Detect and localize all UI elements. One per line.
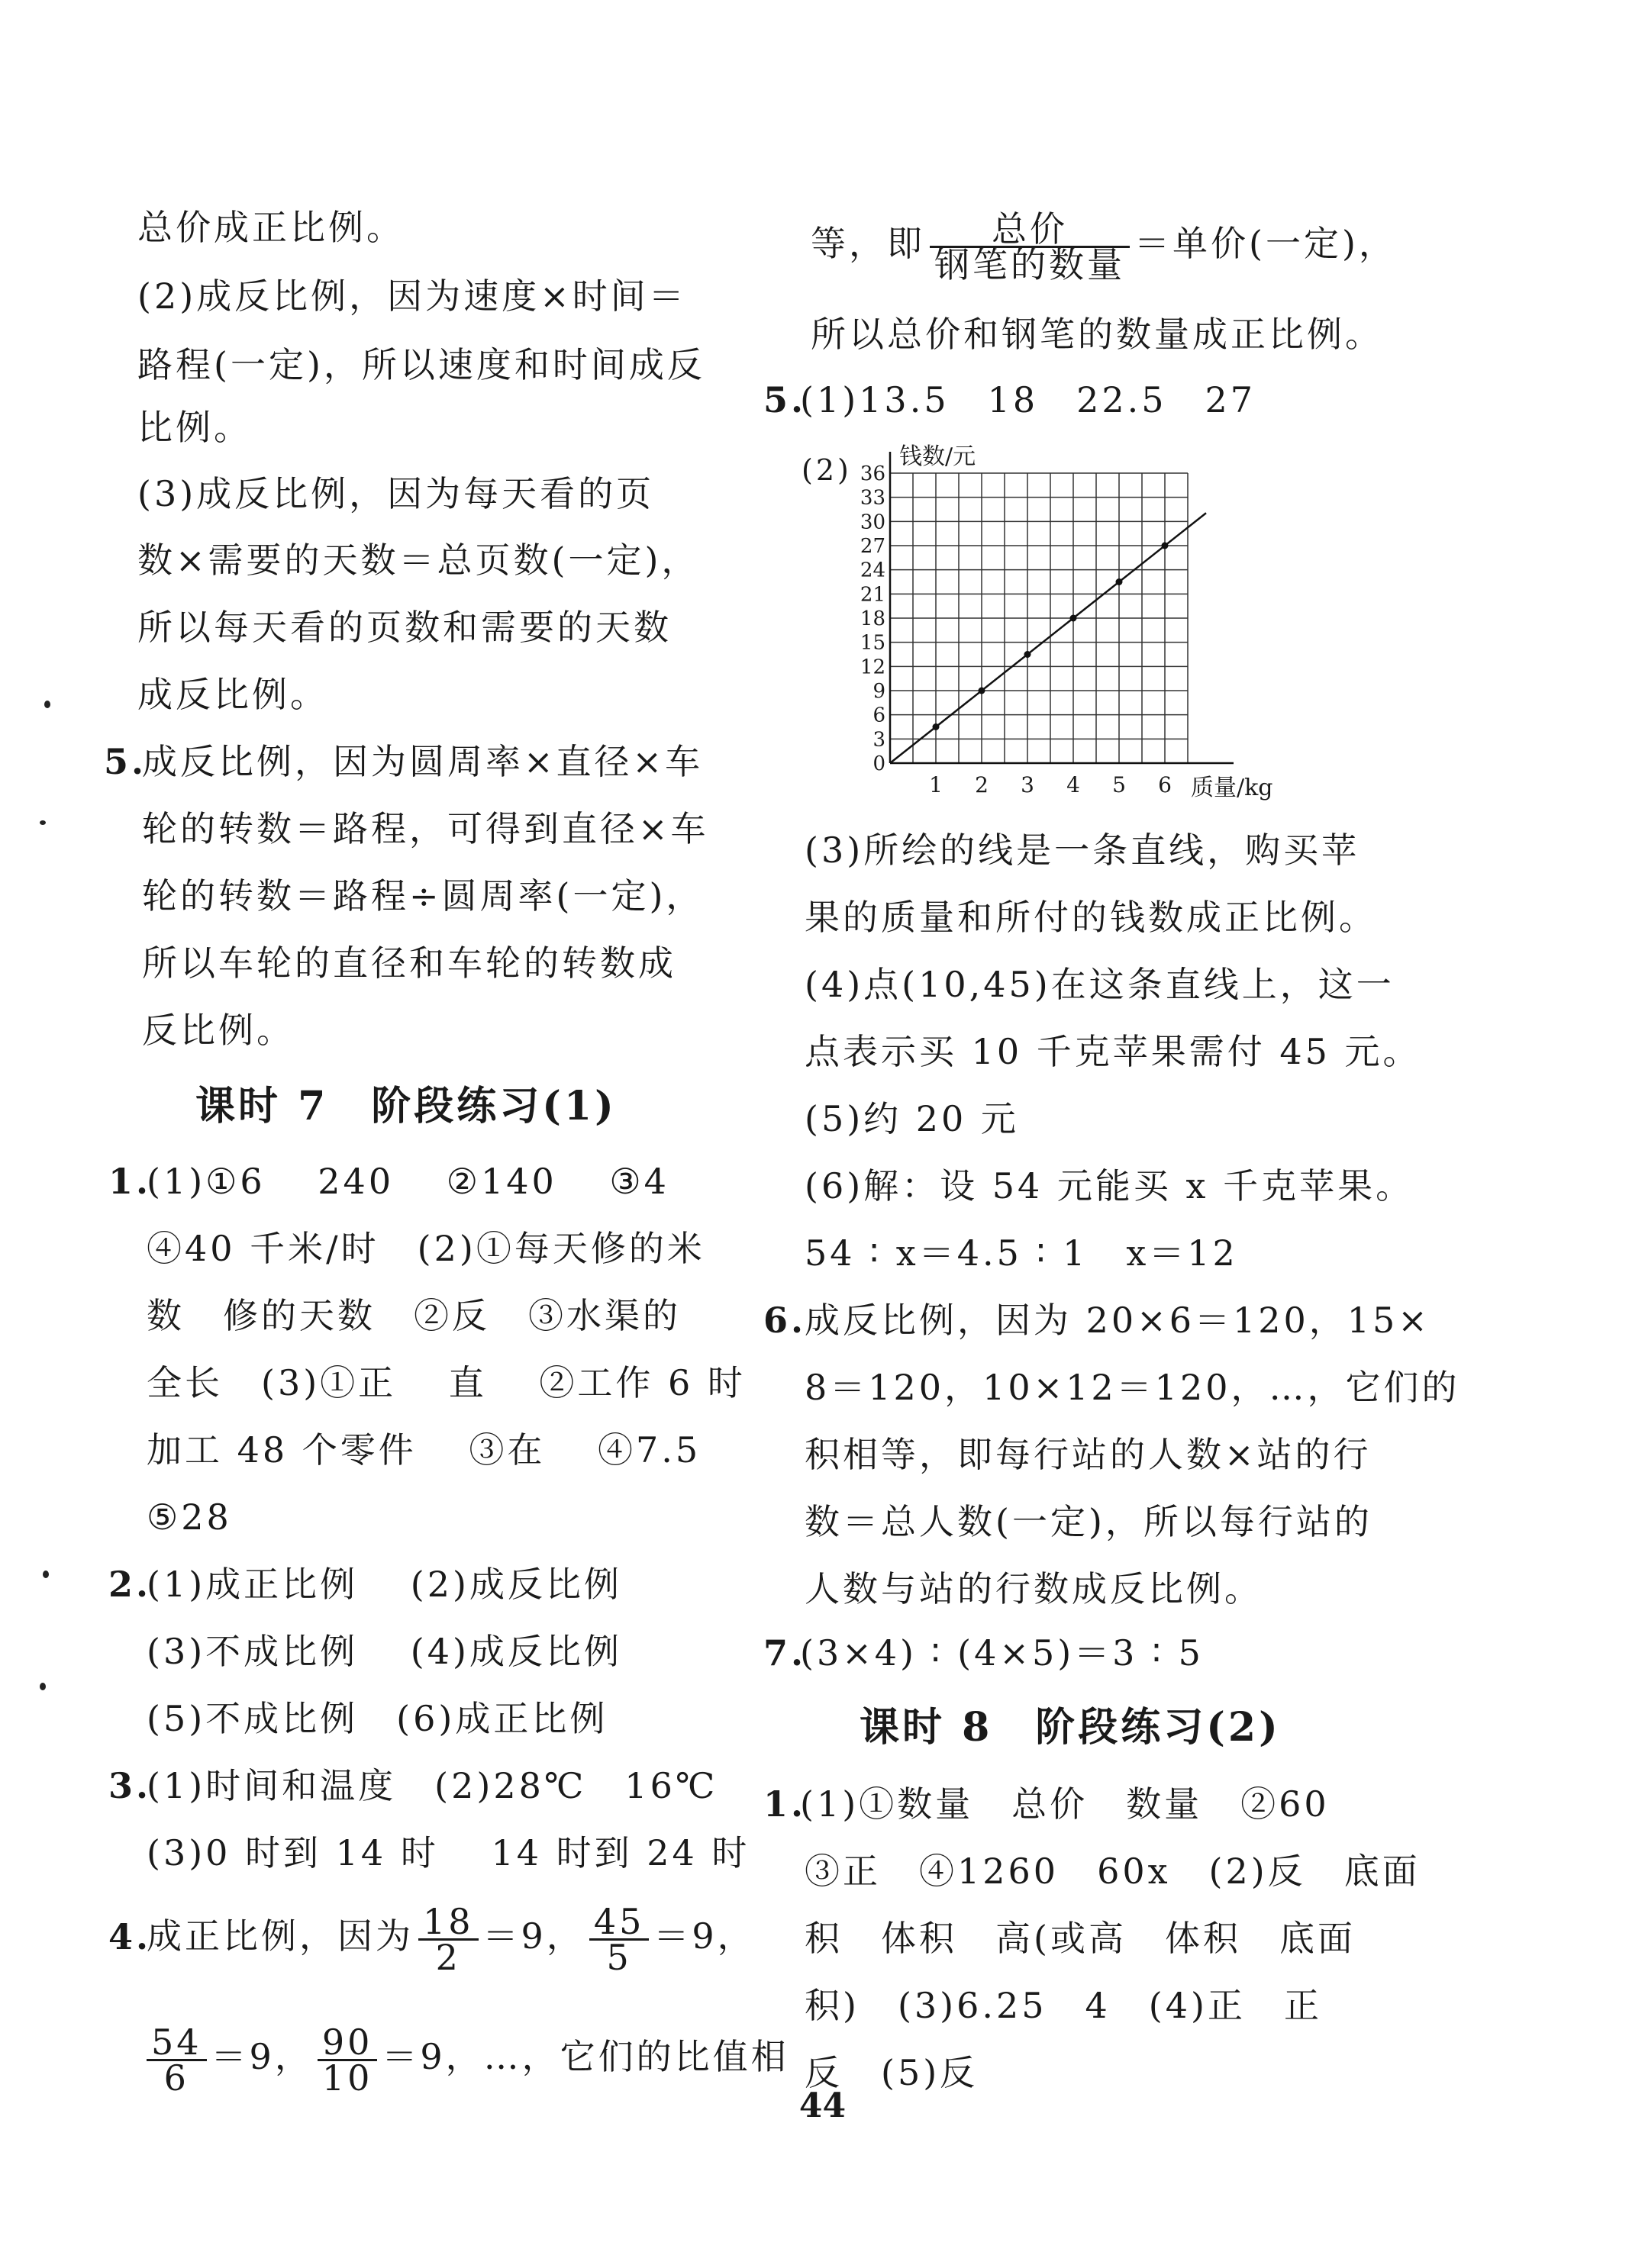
text-line: (1)时间和温度 (2)28℃ 16℃ <box>147 1765 718 1806</box>
data-point <box>1162 543 1169 549</box>
numerator: 总价 <box>930 212 1130 248</box>
x-tick-label: 2 <box>975 772 989 797</box>
chart-x-label: 质量/kg <box>1191 775 1273 801</box>
question-number: 6. <box>763 1300 807 1341</box>
x-tick-label: 3 <box>1021 772 1034 797</box>
margin-mark <box>44 701 50 708</box>
text-line: 所以车轮的直径和车轮的转数成 <box>142 942 676 984</box>
x-tick-label: 6 <box>1158 772 1172 797</box>
text-line: 比例。 <box>137 407 252 448</box>
text-line: (2)成反比例，因为速度×时间＝ <box>137 275 687 317</box>
section-heading: 课时 8 阶段练习(2) <box>860 1704 1281 1751</box>
data-point <box>1024 651 1031 658</box>
text-run: ＝单价(一定)， <box>1134 223 1397 264</box>
question-number: 1. <box>763 1783 807 1825</box>
fraction <box>930 208 1130 285</box>
data-point <box>979 688 985 694</box>
text-line: 反 (5)反 <box>805 2052 979 2093</box>
text-line: (2) <box>802 453 852 487</box>
text-line: 反比例。 <box>142 1010 295 1051</box>
text-line <box>147 1894 756 1978</box>
price-chart <box>847 443 1290 801</box>
text-line: ③正 ④1260 60x (2)反 底面 <box>805 1851 1421 1892</box>
text-line: ④40 千米/时 (2)①每天修的米 <box>147 1228 705 1269</box>
text-line: (1)13.5 18 22.5 27 <box>800 379 1256 420</box>
text-line: (1)①数量 总价 数量 ②60 <box>800 1783 1330 1825</box>
denominator: 6 <box>163 2057 189 2099</box>
fraction <box>589 1900 650 1978</box>
y-tick-label: 27 <box>860 535 885 558</box>
text-line: 总价成正比例。 <box>137 207 405 248</box>
text-line: 点表示买 10 千克苹果需付 45 元。 <box>805 1031 1421 1072</box>
data-point <box>933 723 940 730</box>
text-line: 积相等，即每行站的人数×站的行 <box>805 1434 1372 1475</box>
question-number: 5. <box>763 379 807 420</box>
text-run: ＝9， <box>653 1915 756 1957</box>
text-line: 所以总价和钢笔的数量成正比例。 <box>811 314 1383 355</box>
text-line: 积) (3)6.25 4 (4)正 正 <box>805 1985 1322 2026</box>
y-tick-label: 3 <box>872 728 885 752</box>
text-line: 轮的转数＝路程÷圆周率(一定)， <box>142 875 705 917</box>
text-line: 成反比例。 <box>137 674 328 715</box>
section-heading: 课时 7 阶段练习(1) <box>195 1083 617 1129</box>
margin-mark <box>40 1683 46 1690</box>
chart-series <box>890 513 1206 763</box>
text-run: ＝9，…，它们的比值相 <box>382 2036 789 2077</box>
text-line: (5)约 20 元 <box>805 1098 1019 1139</box>
text-line: 加工 48 个零件 ③在 ④7.5 <box>147 1429 702 1471</box>
text-line: ⑤28 <box>147 1496 232 1538</box>
question-number: 3. <box>108 1765 152 1806</box>
denominator: 5 <box>606 1936 632 1978</box>
text-line: (3×4) ∶ (4×5)＝3 ∶ 5 <box>800 1632 1204 1674</box>
text-line: 轮的转数＝路程，可得到直径×车 <box>142 808 709 849</box>
text-line: (3)0 时到 14 时 14 时到 24 时 <box>147 1832 750 1873</box>
chart-axes <box>890 452 1234 763</box>
chart-y-label: 钱数/元 <box>899 443 976 470</box>
text-run: ＝9， <box>482 1915 585 1957</box>
text-line: 路程(一定)，所以速度和时间成反 <box>137 344 705 385</box>
y-tick-label: 0 <box>872 752 885 775</box>
text-run: ＝9， <box>211 2036 313 2077</box>
question-number: 5. <box>104 741 147 782</box>
text-line: 54 ∶ x＝4.5 ∶ 1 x＝12 <box>805 1232 1238 1274</box>
y-tick-label: 33 <box>860 486 885 510</box>
x-tick-label: 4 <box>1066 772 1080 797</box>
text-line: 所以每天看的页数和需要的天数 <box>137 607 672 648</box>
text-line: (1)成正比例 (2)成反比例 <box>147 1564 622 1605</box>
question-number: 7. <box>763 1632 807 1674</box>
x-tick-label: 1 <box>929 772 943 797</box>
text-line: 全长 (3)①正 直 ②工作 6 时 <box>147 1362 746 1403</box>
chart-ticks <box>860 462 1172 797</box>
y-tick-label: 9 <box>872 680 885 703</box>
text-line: (3)成反比例，因为每天看的页 <box>137 473 655 514</box>
page-number: 44 <box>798 2086 847 2125</box>
denominator: 2 <box>435 1936 461 1978</box>
question-number: 1. <box>108 1161 152 1202</box>
text-line: (5)不成比例 (6)成正比例 <box>147 1698 608 1739</box>
fraction <box>418 1900 479 1978</box>
text-line: 成反比例，因为 20×6＝120，15× <box>805 1300 1431 1341</box>
text-line: (3)不成比例 (4)成反比例 <box>147 1631 622 1672</box>
numerator: 90 <box>318 2025 378 2061</box>
data-point <box>1070 615 1077 622</box>
text-line: (4)点(10,45)在这条直线上，这一 <box>805 964 1395 1005</box>
text-line: 8＝120，10×12＝120，…，它们的 <box>805 1367 1460 1408</box>
numerator: 18 <box>418 1905 479 1941</box>
question-number: 2. <box>108 1564 152 1605</box>
numerator: 54 <box>147 2025 207 2061</box>
y-tick-label: 15 <box>860 631 885 655</box>
y-tick-label: 24 <box>860 559 885 582</box>
text-run: 等，即 <box>811 223 925 264</box>
y-tick-label: 6 <box>872 704 885 727</box>
text-line: 人数与站的行数成反比例。 <box>805 1568 1263 1609</box>
y-tick-label: 12 <box>860 656 885 679</box>
text-line: (3)所绘的线是一条直线，购买苹 <box>805 830 1360 871</box>
text-line: 积 体积 高(或高 体积 底面 <box>805 1918 1356 1959</box>
text-line: (6)解：设 54 元能买 x 千克苹果。 <box>805 1165 1414 1206</box>
data-point <box>1116 578 1123 585</box>
text-line: 数＝总人数(一定)，所以每行站的 <box>805 1501 1372 1542</box>
x-tick-label: 5 <box>1112 772 1126 797</box>
text-line: 数×需要的天数＝总页数(一定)， <box>137 540 700 581</box>
y-tick-label: 36 <box>860 462 885 485</box>
y-tick-label: 21 <box>860 583 885 607</box>
question-number: 4. <box>108 1916 152 1957</box>
text-line: (1)①6 240 ②140 ③4 <box>147 1161 669 1202</box>
y-tick-label: 30 <box>860 511 885 534</box>
denominator: 钢笔的数量 <box>934 243 1125 285</box>
chart-grid <box>890 473 1188 763</box>
y-tick-label: 18 <box>860 607 885 630</box>
numerator: 45 <box>589 1905 650 1941</box>
text-line: 数 修的天数 ②反 ③水渠的 <box>147 1295 681 1336</box>
denominator: 10 <box>321 2057 373 2099</box>
text-line <box>811 201 1397 285</box>
text-line: 成反比例，因为圆周率×直径×车 <box>142 741 704 782</box>
text-run: 成正比例，因为 <box>147 1915 414 1957</box>
margin-mark <box>43 1571 49 1578</box>
text-line: 果的质量和所付的钱数成正比例。 <box>805 897 1377 938</box>
margin-mark <box>40 820 46 825</box>
